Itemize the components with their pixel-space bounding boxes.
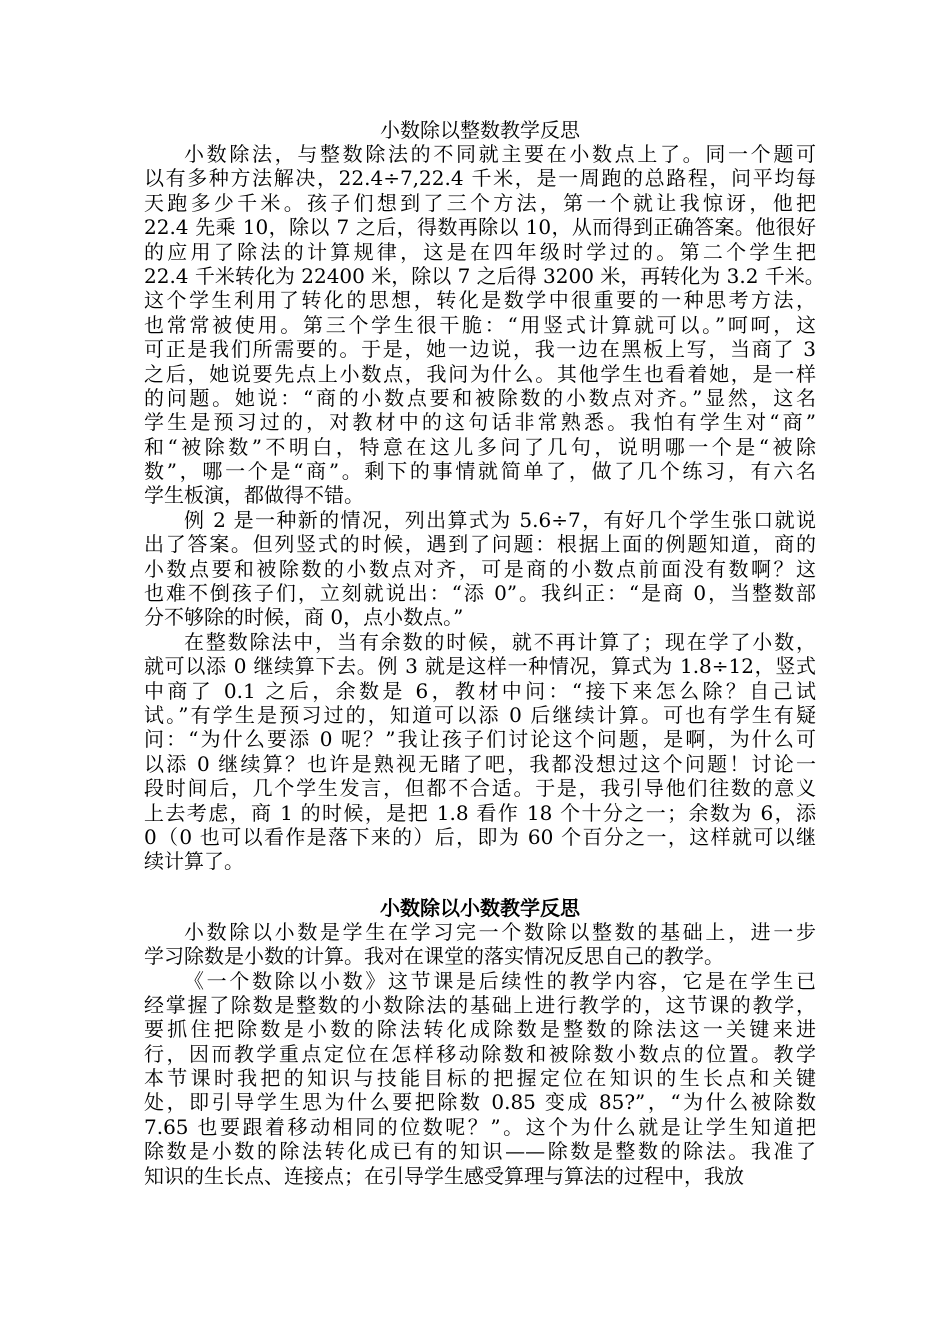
text-line: 之后，她说要先点上小数点，我问为什么。其他学生也看着她，是一样: [144, 361, 816, 386]
paragraph: [144, 142, 825, 508]
document-body: [144, 118, 825, 1188]
text-line: 行，因而教学重点定位在怎样移动除数和被除数小数点的位置。教学: [144, 1041, 816, 1066]
text-line: 的应用了除法的计算规律，这是在四年级时学过的。第二个学生把: [144, 239, 816, 264]
text-line: 小数除法，与整数除法的不同就主要在小数点上了。同一个题可: [184, 142, 816, 166]
text-line: 知识的生长点、连接点；在引导学生感受算理与算法的过程中，我放: [144, 1163, 744, 1188]
text-line: 0（0 也可以看作是落下来的）后，即为 60 个百分之一，这样就可以继: [144, 824, 816, 849]
text-line: 试。”有学生是预习过的，知道可以添 0 后继续计算。可也有学生有疑: [144, 702, 816, 727]
text-line: 处，即引导学生思为什么要把除数 0.85 变成 85?”，“为什么被除数: [144, 1090, 816, 1115]
text-line: 本节课时我把的知识与技能目标的把握定位在知识的生长点和关键: [144, 1066, 816, 1091]
text-line: 22.4 先乘 10，除以 7 之后，得数再除以 10，从而得到正确答案。他很好: [144, 215, 816, 240]
text-line: 以添 0 继续算？也许是熟视无睹了吧，我都没想过这个问题！讨论一: [144, 751, 816, 776]
text-line: 要抓住把除数是小数的除法转化成除数是整数的除法这一关键来进: [144, 1017, 816, 1042]
text-line: 这个学生利用了转化的思想，转化是数学中很重要的一种思考方法，: [144, 288, 816, 313]
section-2: [144, 896, 816, 1188]
text-line: 经掌握了除数是整数的小数除法的基础上进行教学的，这节课的教学，: [144, 992, 816, 1017]
paragraph: [144, 920, 816, 969]
text-line: 也常常被使用。第三个学生很干脆：“用竖式计算就可以。”呵呵，这: [144, 312, 816, 337]
text-line: 学习除数是小数的计算。我对在课堂的落实情况反思自己的教学。: [144, 944, 724, 969]
paragraph: [144, 508, 816, 630]
text-line: 除数是小数的除法转化成已有的知识——除数是整数的除法。我准了: [144, 1139, 816, 1164]
text-line: 的问题。她说：“商的小数点要和被除数的小数点对齐。”显然，这名: [144, 385, 816, 410]
text-line: 上去考虑，商 1 的时候，是把 1.8 看作 18 个十分之一；余数为 6，添: [144, 800, 816, 825]
text-line: 段时间后，几个学生发言，但都不合适。于是，我引导他们往数的意义: [144, 776, 816, 801]
text-line: 小数点要和被除数的小数点对齐，可是商的小数点前面没有数啊？这: [144, 556, 816, 581]
text-line: 22.4 千米转化为 22400 米，除以 7 之后得 3200 米，再转化为 3.2 千米。: [144, 263, 825, 288]
text-line: 《一个数除以小数》这节课是后续性的教学内容，它是在学生已: [184, 968, 816, 993]
document-page: [144, 118, 825, 1188]
text-line: 问：“为什么要添 0 呢？”我让孩子们讨论这个问题，是啊，为什么可: [144, 727, 816, 752]
text-line: 分不够除的时候，商 0，点小数点。”: [144, 605, 464, 630]
section-title: 小数除以小数教学反思: [380, 895, 580, 920]
text-line: 在整数除法中，当有余数的时候，就不再计算了；现在学了小数，: [184, 629, 816, 654]
text-line: 学生板演，都做得不错。: [144, 483, 364, 508]
text-line: 例 2 是一种新的情况，列出算式为 5.6÷7，有好几个学生张口就说: [184, 507, 816, 532]
section-title: 小数除以整数教学反思: [380, 118, 580, 142]
text-line: 就可以添 0 继续算下去。例 3 就是这样一种情况，算式为 1.8÷12，竖式: [144, 654, 816, 679]
text-line: 7.65 也要跟着移动相同的位数呢？”。这个为什么就是让学生知道把: [144, 1114, 816, 1139]
text-line: 中商了 0.1 之后，余数是 6，教材中问：“接下来怎么除？自己试: [144, 678, 816, 703]
paragraph: [144, 630, 816, 874]
text-line: 数”，哪一个是“商”。剩下的事情就简单了，做了几个练习，有六名: [144, 459, 816, 484]
text-line: 出了答案。但列竖式的时候，遇到了问题：根据上面的例题知道，商的: [144, 532, 816, 557]
text-line: 天跑多少千米。孩子们想到了三个方法，第一个就让我惊讶，他把: [144, 190, 816, 215]
text-line: 续计算了。: [144, 849, 244, 874]
text-line: 和“被除数”不明白，特意在这儿多问了几句，说明哪一个是“被除: [144, 434, 816, 459]
section-gap: [144, 874, 816, 896]
text-line: 可正是我们所需要的。于是，她一边说，我一边在黑板上写，当商了 3: [144, 337, 816, 362]
text-line: 学生是预习过的，对教材中的这句话非常熟悉。我怕有学生对“商”: [144, 410, 816, 435]
paragraph: [144, 969, 816, 1189]
text-line: 小数除以小数是学生在学习完一个数除以整数的基础上，进一步: [184, 919, 816, 944]
text-line: 也难不倒孩子们，立刻就说出：“添 0”。我纠正：“是商 0，当整数部: [144, 581, 816, 606]
section-1: [144, 118, 825, 874]
text-line: 以有多种方法解决，22.4÷7,22.4 千米，是一周跑的总路程，问平均每: [144, 166, 816, 191]
